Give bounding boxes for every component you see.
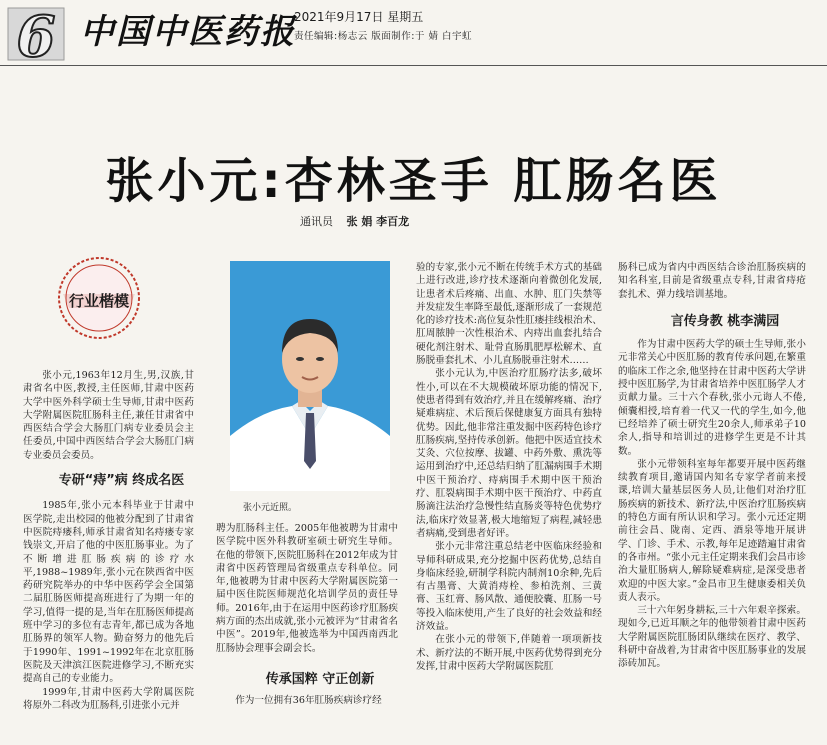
paragraph: 三十六年躬身耕耘,三十六年艰辛探索。现如今,已近耳顺之年的他带领着甘肃中医药大学附属医院肛肠团队继续在医疗、教学、科研中奋战着,为甘肃省中医肛肠事业的发展添砖加瓦。 — [618, 605, 806, 670]
stamp-label: 行业楷模 — [68, 292, 130, 310]
article-column-3 — [416, 261, 602, 673]
newspaper-masthead: 中国中医药报 — [80, 12, 296, 52]
byline-names: 张 娟 李百龙 — [346, 215, 410, 228]
article-column-4 — [618, 261, 806, 671]
paragraph: 张小元,1963年12月生,男,汉族,甘肃省名中医,教授,主任医师,甘肃中医药大学中医外科学硕士生导师,甘肃中医药大学附属医院肛肠科主任,兼任甘肃省中西医结合学会大肠肛门病专业委员会主任委员,中国中西医结合学会大肠肛门病专业委员会委员。 — [23, 370, 194, 461]
paragraph: 张小元带领科室每年都要开展中医药继续教育项目,邀请国内知名专家学者前来授课,培训大量基层医务人员,让他们对治疗肛肠疾病的新技术、新疗法,中医治疗肛肠疾病的特色方面有所认识和学习。张小元还定期前往会昌、陇南、定西、酒泉等地开展讲学、门诊、手术、示教,每年足迹踏遍甘肃省的各市州。“张小元主任定期来我们会昌市诊治大量肛肠病人,解除疑难病症,是深受患者欢迎的中医大家。”金昌市卫生健康委相关负责人表示。 — [618, 458, 806, 603]
byline-role: 通讯员 — [300, 215, 333, 228]
portrait-illustration — [230, 261, 390, 491]
paragraph: 聘为肛肠科主任。2005年他被聘为甘肃中医学院中医外科教研室硕士研究生导师。在他的带领下,医院肛肠科在2012年成为甘肃省中医药管理局省级重点专科单位。同年,他被聘为甘肃中医药大学附属医院第一届中医住院医师规范化培训学员的责任导师。2016年,由于在运用中医药诊疗肛肠疾病方面的杰出成就,张小元被评为“甘肃省名中医”。2019年,他被选举为中国西南西北肛肠协会理事会副会长。 — [216, 523, 398, 654]
paragraph: 1985年,张小元本科毕业于甘肃中医学院,走出校园的他被分配到了甘肃省中医院痔瘘科,师承甘肃省知名痔瘘专家钱崇文,开启了他的中医肛肠事业。为了不断增进肛肠疾病的诊疗水平,1988~1989年,张小元在陕西省中医药研究院举办的中华中医药学会全国第二届肛肠医师提高班进行了为期一年的学习,值得一提的是,当年在肛肠医师提高班中学习的多位有志青年,都已成为各地肛肠界的领军人物。勤奋努力的他先后于1990年、1991~1992年在北京肛肠医院及天津滨江医院进修学习,不断充实提高自己的专业能力。 — [23, 500, 194, 685]
article-column-2 — [216, 522, 398, 708]
paragraph: 作为甘肃中医药大学的硕士生导师,张小元非常关心中医肛肠的教育传承问题,在繁重的临床工作之余,他坚持在甘肃中医药大学讲授中医肛肠学,为甘肃省培养中医肛肠学人才贡献力量。三十六个春秋,张小元诲人不倦,倾囊相授,培育着一代又一代的学生,如今,他已经培养了硕士研究生20余人,师承弟子10余人,指导和培训过的进修学生更是不计其数。 — [618, 339, 806, 457]
article-headline: 张小元:杏林圣手 肛肠名医 — [105, 153, 722, 209]
photo-caption: 张小元近照。 — [243, 503, 298, 513]
article-column-1 — [23, 369, 194, 712]
paragraph: 张小元非常注重总结老中医临床经验和导师科研成果,充分挖掘中医药优势,总结自身临床经验,研制学科院内制剂10余种,先后有古墨膏、大黄消痔栓、参柏洗剂、三黄膏、玉红膏、肠风散、通便胶囊、肛肠一号等投入临床使用,产生了良好的社会效益和经济效益。 — [416, 541, 602, 633]
industry-model-stamp — [55, 254, 143, 342]
issue-date: 2021年9月17日 星期五 — [294, 10, 424, 24]
page-number: 6 — [16, 4, 56, 64]
paragraph: 1999年,甘肃中医药大学附属医院将原外二科改为肛肠科,引进张小元并 — [23, 686, 194, 711]
paragraph: 验的专家,张小元不断在传统手术方式的基础上进行改进,诊疗技术逐渐向着微创化发展,让患者术后疼痛、出血、水肿、肛门失禁等并发症发生率降至最低,逐渐形成了一套规范化的诊疗技术:高位复杂性肛瘘挂线根治术、肛周脓肿一次性根治术、内痔出血套扎结合硬化剂注射术、耻骨直肠肌肥厚松解术、直肠脱垂套扎术、小儿直肠脱垂注射术…… — [416, 262, 602, 367]
section-subhead-1: 专研“痔”病 终成名医 — [58, 473, 185, 489]
section-subhead-2: 传承国粹 守正创新 — [265, 671, 375, 687]
paragraph: 在张小元的带领下,伴随着一项项新技术、新疗法的不断开展,中医药优势得到充分发挥,甘肃中医药大学附属医院肛 — [416, 634, 602, 672]
editor-credits: 责任编辑:杨志云 版面制作:于 婧 白宇虹 — [294, 31, 472, 42]
byline — [300, 213, 409, 229]
paragraph: 肠科已成为省内中西医结合诊治肛肠疾病的知名科室,目前是省级重点专科,甘肃省痔疮套扎术、弹力线培训基地。 — [618, 262, 806, 300]
header-rule — [0, 65, 827, 66]
section-subhead-3: 言传身教 桃李满园 — [670, 313, 780, 329]
page-number-badge — [6, 2, 66, 64]
portrait-photo — [230, 261, 390, 491]
paragraph: 张小元认为,中医治疗肛肠疗法多,破坏性小,可以在不大规模破坏原功能的情况下,使患者得到有效治疗,并且在缓解疼痛、治疗疑难病症、术后预后保健康复方面具有独特优势。因此,他非常注重发掘中医药特色诊疗肛肠疾病,坚持传承创新。他把中医适宜技术艾灸、穴位按摩、拔罐、中药外敷、熏洗等运用到治疗中,还总结归纳了肛漏病围手术期中医干预治疗、痔病围手术期中医干预治疗、肛裂病围手术期中医干预治疗、中药直肠滴注法治疗急慢性结直肠炎等特色优势疗法,临床疗效显著,极大地缩短了病程,减轻患者病痛,受到患者好评。 — [416, 368, 602, 539]
paragraph: 作为一位拥有36年肛肠疾病诊疗经 — [235, 695, 382, 707]
